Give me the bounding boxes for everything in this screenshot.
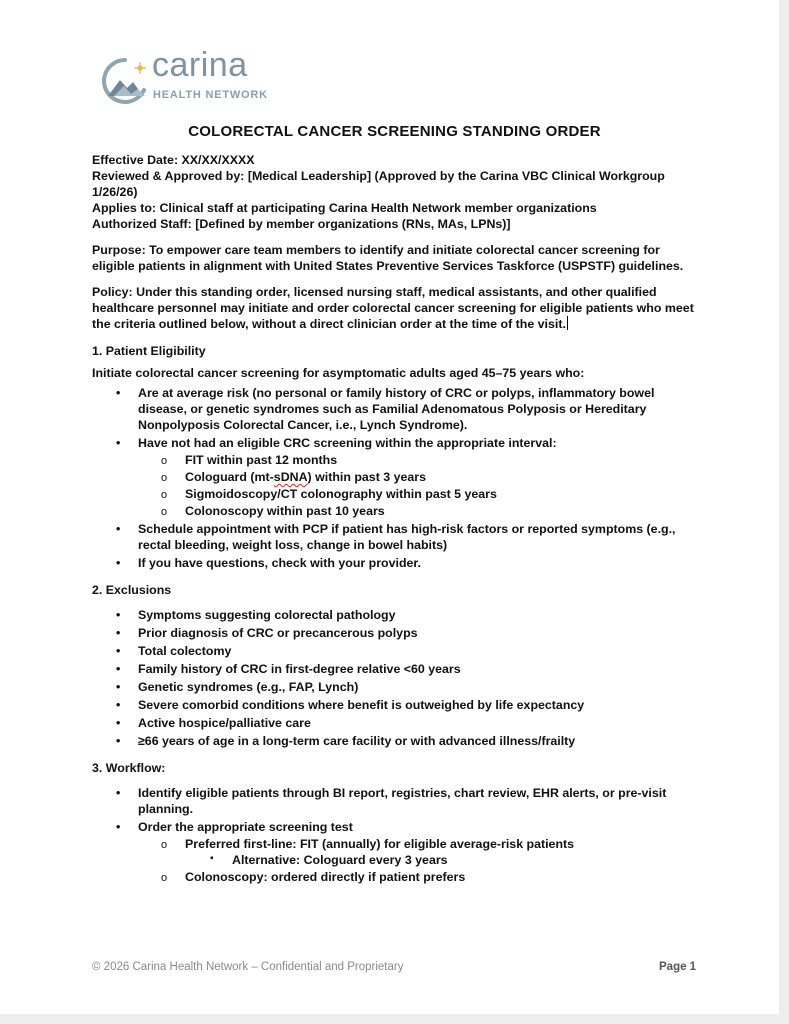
list-item: • Genetic syndromes (e.g., FAP, Lynch) bbox=[138, 679, 697, 695]
section-patient-eligibility bbox=[92, 343, 697, 571]
list-item: • If you have questions, check with your provider. bbox=[138, 555, 697, 571]
carina-logo bbox=[100, 46, 300, 108]
page-edge-bottom bbox=[0, 1014, 789, 1024]
purpose-paragraph: Purpose: To empower care team members to identify and initiate colorectal cancer screening for eligible patients in alignment with United States Preventive Services Taskforce (USPSTF) guidelines. bbox=[92, 243, 684, 273]
workflow-list bbox=[92, 785, 697, 885]
spellcheck-word[interactable]: sDNA bbox=[273, 470, 308, 484]
applies-to: Applies to: Clinical staff at participating Carina Health Network member organizations bbox=[92, 201, 597, 215]
interval-sigmoidoscopy: o Sigmoidoscopy/CT colonography within past 5 years bbox=[185, 486, 697, 502]
list-item-text: Order the appropriate screening test bbox=[138, 820, 353, 834]
alternative-list bbox=[185, 852, 697, 868]
list-item: • Schedule appointment with PCP if patient has high-risk factors or reported symptoms (e.g., rectal bleeding, weight loss, change in bowel habits) bbox=[138, 521, 697, 553]
list-item: • Prior diagnosis of CRC or precancerous polyps bbox=[138, 625, 697, 641]
logo-subtitle: HEALTH NETWORK bbox=[153, 89, 268, 101]
footer-copyright: © 2026 Carina Health Network – Confidential and Proprietary bbox=[92, 961, 404, 973]
list-item: • Symptoms suggesting colorectal pathology bbox=[138, 607, 697, 623]
list-item bbox=[138, 819, 697, 885]
authorized-staff: Authorized Staff: [Defined by member organizations (RNs, MAs, LPNs)] bbox=[92, 217, 511, 231]
option-colonoscopy: o Colonoscopy: ordered directly if patient prefers bbox=[185, 869, 697, 885]
page-edge-right bbox=[779, 0, 789, 1024]
list-item: • Family history of CRC in first-degree relative <60 years bbox=[138, 661, 697, 677]
policy-paragraph[interactable] bbox=[92, 284, 697, 332]
footer-page-number: Page 1 bbox=[659, 961, 697, 973]
policy-text: Policy: Under this standing order, licensed nursing staff, medical assistants, and other qualified healthcare personnel may initiate and order colorectal cancer screening for eligible patients who meet the criteria outlined below, without a direct clinician order at the time of the visit. bbox=[92, 285, 694, 331]
eligibility-list bbox=[92, 385, 697, 571]
carina-logo-mark-icon bbox=[100, 56, 150, 106]
reviewed-approved: Reviewed & Approved by: [Medical Leadership] (Approved by the Carina VBC Clinical Workgroup 1/26/26) bbox=[92, 169, 665, 199]
list-item: • Active hospice/palliative care bbox=[138, 715, 697, 731]
list-item: • Severe comorbid conditions where benefit is outweighed by life expectancy bbox=[138, 697, 697, 713]
interval-cologuard bbox=[185, 469, 697, 485]
section-heading: 2. Exclusions bbox=[92, 583, 172, 597]
text-cursor bbox=[567, 316, 568, 330]
section-exclusions bbox=[92, 582, 697, 749]
section-workflow bbox=[92, 760, 697, 885]
list-item: • Identify eligible patients through BI report, registries, chart review, EHR alerts, or pre-visit planning. bbox=[138, 785, 697, 817]
list-item: • ≥66 years of age in a long-term care facility or with advanced illness/frailty bbox=[138, 733, 697, 749]
eligibility-intro: Initiate colorectal cancer screening for asymptomatic adults aged 45–75 years who: bbox=[92, 366, 585, 380]
effective-date: Effective Date: XX/XX/XXXX bbox=[92, 153, 255, 167]
list-item-text: Have not had an eligible CRC screening within the appropriate interval: bbox=[138, 436, 557, 450]
list-item: • Total colectomy bbox=[138, 643, 697, 659]
interval-fit: o FIT within past 12 months bbox=[185, 452, 697, 468]
document-title: COLORECTAL CANCER SCREENING STANDING ORDER bbox=[188, 123, 601, 140]
option-alternative: ▪ Alternative: Cologuard every 3 years bbox=[232, 852, 697, 868]
list-item: • Are at average risk (no personal or family history of CRC or polyps, inflammatory bowel disease, or genetic syndromes such as Familial Adenomatous Polyposis or Hereditary Nonpolyposis Colorectal Cancer, i.e., Lynch Syndrome). bbox=[138, 385, 697, 433]
option-text: Preferred first-line: FIT (annually) for eligible average-risk patients bbox=[185, 837, 575, 851]
section-heading: 1. Patient Eligibility bbox=[92, 344, 206, 358]
cologuard-text-post: ) within past 3 years bbox=[307, 470, 426, 484]
document-body bbox=[92, 124, 697, 887]
exclusions-list bbox=[92, 607, 697, 749]
interval-colonoscopy: o Colonoscopy within past 10 years bbox=[185, 503, 697, 519]
list-item bbox=[138, 435, 697, 519]
cologuard-text-pre: Cologuard (mt- bbox=[185, 470, 274, 484]
interval-list bbox=[138, 452, 697, 519]
document-meta bbox=[92, 152, 697, 232]
logo-wordmark: carina bbox=[152, 46, 248, 84]
option-preferred bbox=[185, 836, 697, 868]
section-heading: 3. Workflow: bbox=[92, 761, 166, 775]
screening-options-list bbox=[138, 836, 697, 885]
